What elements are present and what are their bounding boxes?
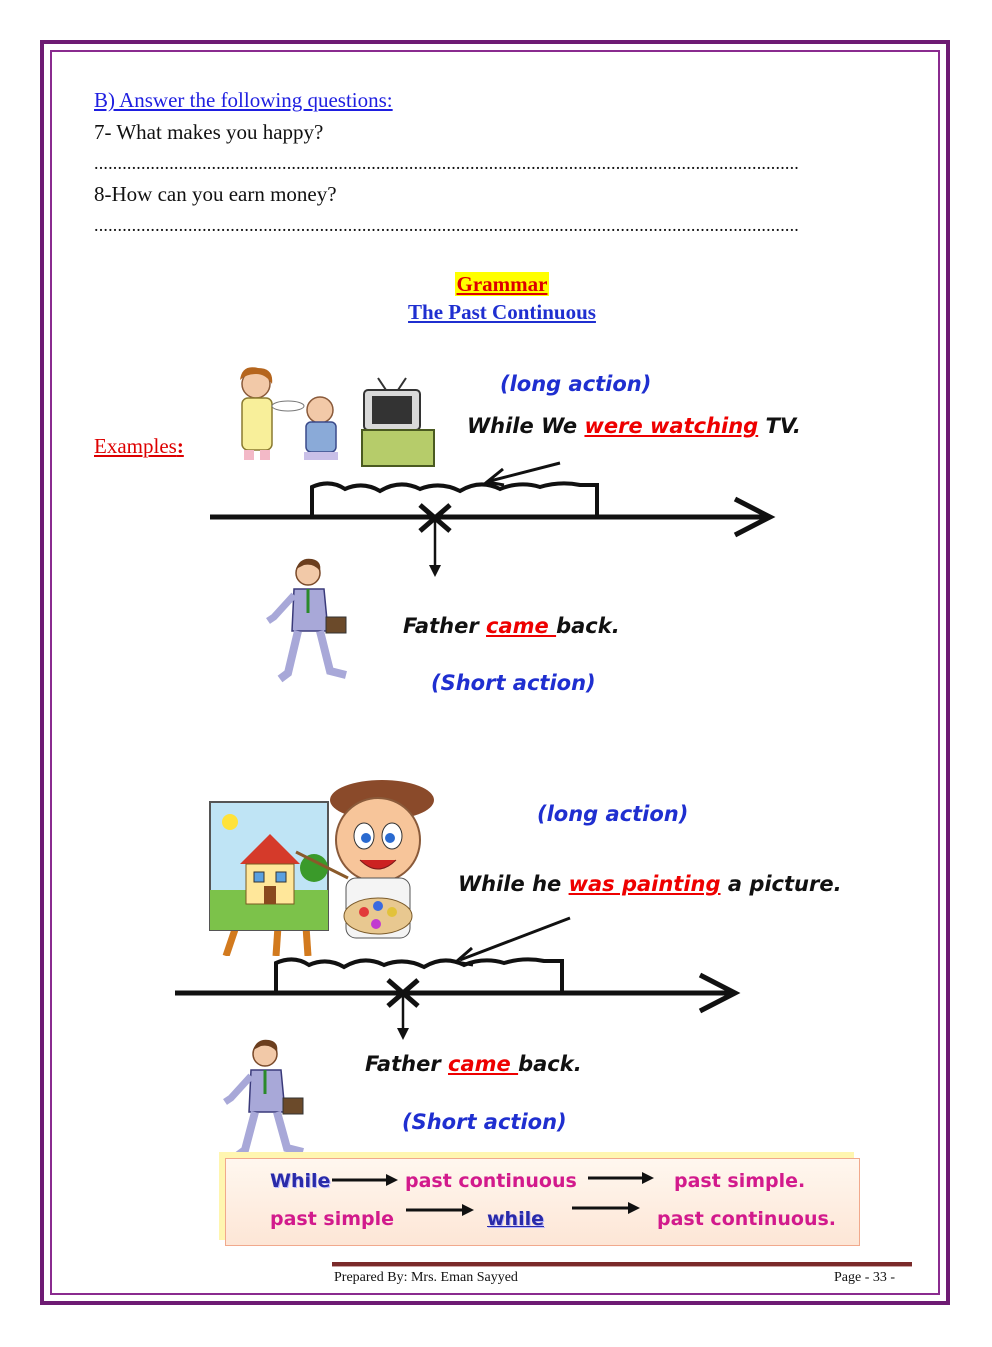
example1-short-sentence (403, 614, 620, 638)
example1-short-action-label: (Short action) (431, 671, 596, 695)
example2-past-simple-verb: came (448, 1052, 519, 1076)
examples-label-text: Examples (94, 434, 177, 458)
family-watching-tv-illustration (222, 362, 440, 470)
footer-page-number: Page - 33 - (834, 1270, 896, 1285)
example2-sentence-start: While he (458, 872, 569, 896)
father-walking-illustration-1 (258, 555, 358, 687)
questions-heading: B) Answer the following questions: (94, 88, 393, 112)
rule-row2-past-continuous: past continuous. (657, 1208, 837, 1230)
example1-sentence (467, 414, 801, 438)
arrow-right-icon (570, 1198, 642, 1218)
answer-line-7: ...................................................................................................................................................... (94, 153, 799, 173)
example1-short-start: Father (403, 614, 487, 638)
example1-long-action-label: (long action) (500, 372, 652, 396)
footer-divider (332, 1262, 912, 1267)
example2-past-continuous-verb: was painting (568, 872, 721, 896)
rule-row2-past-simple: past simple (270, 1208, 395, 1230)
example2-short-start: Father (365, 1052, 449, 1076)
arrow-right-icon (586, 1168, 656, 1188)
rule-row1-while: While (270, 1170, 331, 1192)
example2-short-action-label: (Short action) (402, 1110, 567, 1134)
question-8: 8-How can you earn money? (94, 182, 337, 206)
grammar-title (0, 272, 992, 297)
examples-label (94, 434, 184, 459)
example2-sentence (458, 872, 842, 896)
father-walking-illustration-2 (215, 1036, 315, 1160)
example2-short-sentence (365, 1052, 582, 1076)
footer-prepared-by: Prepared By: Mrs. Eman Sayyed (334, 1270, 518, 1285)
rule-row2-while: while (487, 1208, 544, 1230)
example1-sentence-start: While We (467, 414, 585, 438)
question-7: 7- What makes you happy? (94, 120, 324, 144)
example1-past-simple-verb: came (486, 614, 557, 638)
grammar-subtitle: The Past Continuous (408, 300, 596, 324)
example1-short-end: back. (556, 614, 620, 638)
example2-short-end: back. (518, 1052, 582, 1076)
arrow-right-icon (330, 1170, 400, 1190)
arrow-right-icon (404, 1200, 476, 1220)
examples-colon: : (176, 434, 184, 458)
example1-sentence-end: TV. (758, 414, 801, 438)
answer-line-8: ...................................................................................................................................................... (94, 215, 799, 235)
timeline-2 (170, 900, 750, 1046)
example2-long-action-label: (long action) (537, 802, 689, 826)
example1-past-continuous-verb: were watching (584, 414, 759, 438)
rule-row1-past-continuous: past continuous (405, 1170, 577, 1192)
grammar-title-text: Grammar (456, 272, 548, 296)
example2-sentence-end: a picture. (720, 872, 842, 896)
rule-row1-past-simple: past simple. (674, 1170, 806, 1192)
